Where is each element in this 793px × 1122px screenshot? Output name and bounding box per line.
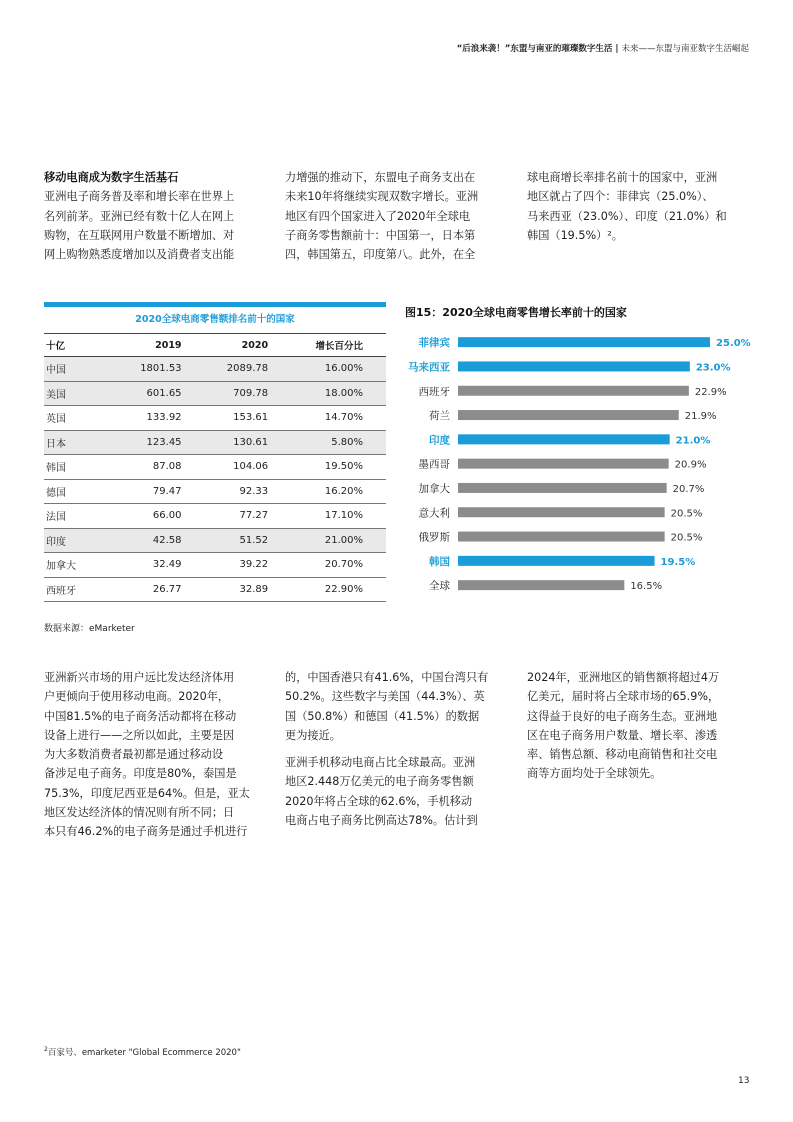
text-line: 子商务零售额前十：中国第一，日本第 <box>285 228 476 242</box>
table-cell: 法国 <box>44 504 118 529</box>
text-line: 户更倾向于使用移动电商。2020年， <box>44 690 230 704</box>
data-label: 20.5% <box>670 532 703 544</box>
text-line: 2024年，亚洲地区的销售额将超过4万 <box>527 671 720 684</box>
body-column-1 <box>44 668 274 842</box>
text-line: 地区2.448万亿美元的电子商务零售额 <box>285 775 474 789</box>
column-header: 2019 <box>118 334 205 357</box>
bar <box>458 556 655 566</box>
bar <box>458 507 665 517</box>
category-label: 荷兰 <box>429 410 450 423</box>
table-cell: 92.33 <box>205 479 292 504</box>
table-cell: 709.78 <box>205 381 292 406</box>
data-label: 25.0% <box>716 338 751 350</box>
table-cell: 1801.53 <box>118 357 205 382</box>
text-line: 购物，在互联网用户数量不断增加、对 <box>44 228 235 242</box>
data-source: 数据来源：eMarketer <box>44 624 135 634</box>
text-line: 地区有四个国家进入了2020年全球电 <box>285 209 471 223</box>
category-label: 全球 <box>429 580 450 593</box>
bar <box>458 459 669 469</box>
text-line: 的，中国香港只有41.6%，中国台湾只有 <box>285 671 489 684</box>
table-cell: 39.22 <box>205 553 292 578</box>
text-line: 率、销售总额、移动电商销售和社交电 <box>527 748 718 762</box>
text-line: 本只有46.2%的电子商务是通过手机进行 <box>44 825 248 839</box>
text-line: 名列前茅。亚洲已经有数十亿人在网上 <box>44 209 235 223</box>
table-row <box>44 577 386 602</box>
bar <box>458 361 690 371</box>
table-row <box>44 406 386 431</box>
paragraph-gap <box>285 745 515 753</box>
header-title: “后浪来袭！”东盟与南亚的璀璨数字生活 <box>456 44 613 54</box>
table-row <box>44 455 386 480</box>
text-line: 电商占电子商务比例高达78%。估计到 <box>285 814 478 828</box>
text-line: 区在电子商务用户数量、增长率、渗透 <box>527 728 718 742</box>
table-row <box>44 479 386 504</box>
category-label: 马来西亚 <box>408 361 450 374</box>
table-cell: 77.27 <box>205 504 292 529</box>
ecommerce-table <box>44 302 386 602</box>
table-cell: 韩国 <box>44 455 118 480</box>
text-line: 国（50.8%）和德国（41.5%）的数据 <box>285 709 480 723</box>
table-cell: 87.08 <box>118 455 205 480</box>
table-cell: 79.47 <box>118 479 205 504</box>
table-cell: 14.70% <box>291 406 386 431</box>
growth-bar-chart <box>390 326 760 598</box>
table-title: 2020全球电商零售额排名前十的国家 <box>135 314 295 325</box>
table-cell: 19.50% <box>291 455 386 480</box>
category-label: 韩国 <box>429 555 450 568</box>
bar <box>458 483 667 493</box>
category-label: 印度 <box>429 434 450 447</box>
table-cell: 美国 <box>44 381 118 406</box>
column-header: 增长百分比 <box>291 334 386 357</box>
bar <box>458 434 670 444</box>
category-label: 意大利 <box>418 507 450 520</box>
text-line: 这得益于良好的电子商务生态。亚洲地 <box>527 709 718 723</box>
table-cell: 2089.78 <box>205 357 292 382</box>
body-column-3 <box>527 668 757 784</box>
table-cell: 123.45 <box>118 430 205 455</box>
text-line: 2020年将占全球的62.6%，手机移动 <box>285 794 473 808</box>
text-line: 中国81.5%的电子商务活动都将在移动 <box>44 709 237 723</box>
table-row <box>44 430 386 455</box>
category-label: 墨西哥 <box>418 458 450 471</box>
intro-column-2 <box>285 168 510 264</box>
table-cell: 130.61 <box>205 430 292 455</box>
body-column-2 <box>285 668 515 830</box>
chart-title: 图15：2020全球电商零售增长率前十的国家 <box>405 306 627 319</box>
table-cell: 32.89 <box>205 577 292 602</box>
text-line: 网上购物熟悉度增加以及消费者支出能 <box>44 248 235 262</box>
table-cell: 16.20% <box>291 479 386 504</box>
table-cell: 26.77 <box>118 577 205 602</box>
table-cell: 英国 <box>44 406 118 431</box>
category-label: 西班牙 <box>418 385 450 398</box>
table-cell: 66.00 <box>118 504 205 529</box>
bar <box>458 580 624 590</box>
footnote <box>44 1046 241 1058</box>
text-line: 更为接近。 <box>285 728 341 742</box>
text-line: 力增强的推动下，东盟电子商务支出在 <box>285 171 476 184</box>
intro-column-1 <box>44 168 269 264</box>
text-line: 商等方面均处于全球领先。 <box>527 767 662 781</box>
bar <box>458 410 679 420</box>
page-number: 13 <box>738 1076 750 1086</box>
text-line: 亿美元，届时将占全球市场的65.9%， <box>527 690 720 704</box>
table-cell: 17.10% <box>291 504 386 529</box>
text-line: 备涉足电子商务。印度是80%，泰国是 <box>44 767 237 781</box>
table-cell: 20.70% <box>291 553 386 578</box>
text-line: 未来10年将继续实现双数字增长。亚洲 <box>285 190 479 204</box>
text-line: 马来西亚（23.0%）、印度（21.0%）和 <box>527 209 727 223</box>
table-row <box>44 553 386 578</box>
table-cell: 日本 <box>44 430 118 455</box>
table-cell: 51.52 <box>205 528 292 553</box>
table-cell: 18.00% <box>291 381 386 406</box>
text-line: 亚洲新兴市场的用户远比发达经济体用 <box>44 671 235 684</box>
header-subtitle: 未来——东盟与南亚数字生活崛起 <box>621 44 749 54</box>
table-cell: 22.90% <box>291 577 386 602</box>
data-label: 23.0% <box>695 362 731 374</box>
header-separator: | <box>615 44 619 54</box>
text-line: 75.3%，印度尼西亚是64%。但是，亚太 <box>44 786 250 800</box>
text-line: 设备上进行——之所以如此，主要是因 <box>44 728 235 742</box>
data-label: 19.5% <box>660 556 696 568</box>
text-line: 四，韩国第五，印度第八。此外，在全 <box>285 248 476 262</box>
table-cell: 西班牙 <box>44 577 118 602</box>
text-line: 球电商增长率排名前十的国家中，亚洲 <box>527 171 718 184</box>
column-header: 2020 <box>205 334 292 357</box>
bar <box>458 386 689 396</box>
text-line: 韩国（19.5%）²。 <box>527 228 623 242</box>
text-line: 地区就占了四个：菲律宾（25.0%）、 <box>527 190 714 204</box>
data-label: 22.9% <box>694 386 727 398</box>
data-table <box>44 333 386 602</box>
table-cell: 中国 <box>44 357 118 382</box>
table-cell: 加拿大 <box>44 553 118 578</box>
bar <box>458 532 665 542</box>
text-line: 亚洲电子商务普及率和增长率在世界上 <box>44 190 235 204</box>
table-cell: 德国 <box>44 479 118 504</box>
table-header-row <box>44 334 386 357</box>
table-cell: 601.65 <box>118 381 205 406</box>
data-label: 20.7% <box>672 483 705 495</box>
text-line: 为大多数消费者最初都是通过移动设 <box>44 748 224 762</box>
category-label: 菲律宾 <box>418 337 450 350</box>
text-line: 亚洲手机移动电商占比全球最高。亚洲 <box>285 756 476 770</box>
table-cell: 16.00% <box>291 357 386 382</box>
category-label: 加拿大 <box>418 482 450 495</box>
table-cell: 5.80% <box>291 430 386 455</box>
data-label: 21.9% <box>684 411 717 423</box>
table-row <box>44 357 386 382</box>
section-heading: 移动电商成为数字生活基石 <box>44 171 179 184</box>
table-cell: 印度 <box>44 528 118 553</box>
table-cell: 153.61 <box>205 406 292 431</box>
intro-column-3 <box>527 168 757 245</box>
table-cell: 21.00% <box>291 528 386 553</box>
footnote-text: 百家号、emarketer "Global Ecommerce 2020" <box>47 1048 241 1058</box>
column-header: 十亿 <box>44 334 118 357</box>
category-label: 俄罗斯 <box>418 531 450 544</box>
table-row <box>44 504 386 529</box>
text-line: 地区发达经济体的情况则有所不同；日 <box>44 806 235 820</box>
table-cell: 32.49 <box>118 553 205 578</box>
table-cell: 133.92 <box>118 406 205 431</box>
table-row <box>44 381 386 406</box>
data-label: 20.9% <box>674 459 707 471</box>
table-cell: 42.58 <box>118 528 205 553</box>
text-line: 50.2%。这些数字与美国（44.3%）、英 <box>285 690 485 704</box>
data-label: 21.0% <box>675 435 711 447</box>
table-cell: 104.06 <box>205 455 292 480</box>
running-header <box>457 42 749 54</box>
footnote-mark: 2 <box>44 1046 48 1054</box>
bar <box>458 337 710 347</box>
table-row <box>44 528 386 553</box>
data-label: 16.5% <box>630 581 663 593</box>
data-label: 20.5% <box>670 508 703 520</box>
